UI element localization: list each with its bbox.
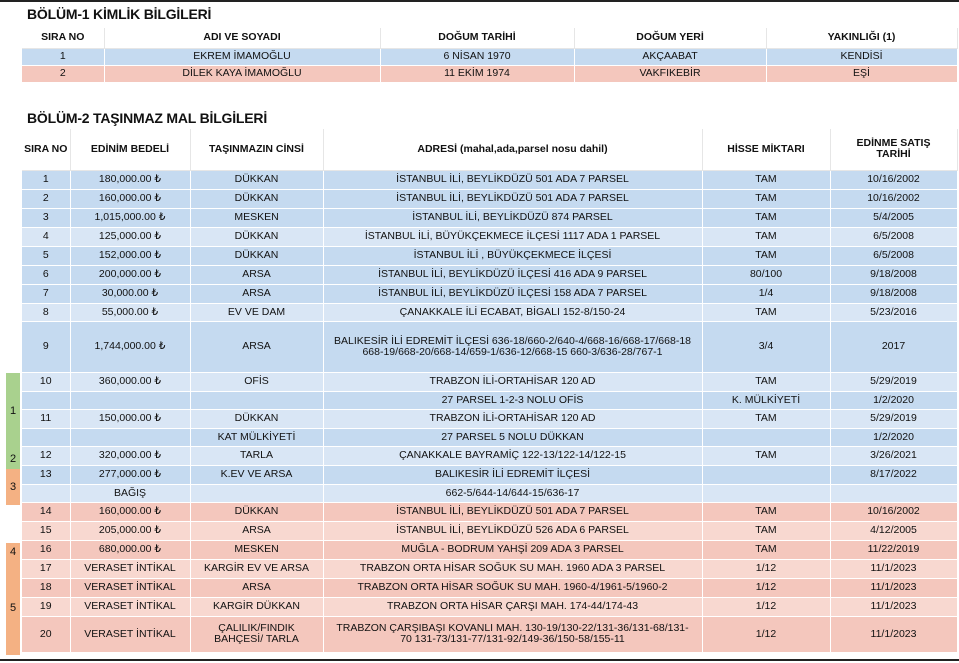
property-row — [22, 465, 957, 484]
property-cell: TAM — [702, 170, 830, 189]
property-cell: 5/29/2019 — [830, 372, 957, 391]
property-cell: 10 — [22, 372, 70, 391]
property-cell: BALIKESİR İLİ EDREMİT İLÇESİ 636-18/660-2/640-4/668-16/668-17/668-18 668-19/668-20/668-14/659-1/636-12/668-15 660-3/636-28/767-1 — [323, 321, 702, 372]
section1-title: BÖLÜM-1 KİMLİK BİLGİLERİ — [27, 6, 212, 22]
property-cell: ÇALILIK/FINDIK BAHÇESİ/ TARLA — [190, 616, 323, 652]
property-cell: DÜKKAN — [190, 227, 323, 246]
property-row — [22, 170, 957, 189]
property-cell: 5/23/2016 — [830, 303, 957, 321]
property-cell: TAM — [702, 208, 830, 227]
property-cell: 20 — [22, 616, 70, 652]
property-cell: 27 PARSEL 5 NOLU DÜKKAN — [323, 428, 702, 446]
property-cell: 205,000.00 ₺ — [70, 521, 190, 540]
property-row — [22, 540, 957, 559]
property-cell: DÜKKAN — [190, 189, 323, 208]
property-cell: VERASET İNTİKAL — [70, 616, 190, 652]
property-row — [22, 265, 957, 284]
property-cell: BALIKESİR İLİ EDREMİT İLÇESİ — [323, 465, 702, 484]
section2-title: BÖLÜM-2 TAŞINMAZ MAL BİLGİLERİ — [27, 110, 268, 126]
property-cell: 8/17/2022 — [830, 465, 957, 484]
property-cell: VERASET İNTİKAL — [70, 578, 190, 597]
property-cell: 8 — [22, 303, 70, 321]
property-cell: 11/22/2019 — [830, 540, 957, 559]
property-cell: 15 — [22, 521, 70, 540]
property-cell: 10/16/2002 — [830, 189, 957, 208]
property-row — [22, 616, 957, 652]
property-cell: MESKEN — [190, 208, 323, 227]
property-cell: TARLA — [190, 446, 323, 465]
property-cell: TRABZON ORTA HİSAR ÇARŞI MAH. 174-44/174-43 — [323, 597, 702, 616]
property-row — [22, 321, 957, 372]
property-cell — [702, 465, 830, 484]
property-cell: ARSA — [190, 265, 323, 284]
property-cell: EV VE DAM — [190, 303, 323, 321]
property-cell — [190, 391, 323, 409]
property-row — [22, 246, 957, 265]
property-cell: TAM — [702, 502, 830, 521]
property-cell — [702, 484, 830, 502]
property-cell: 9/18/2008 — [830, 265, 957, 284]
property-cell — [22, 391, 70, 409]
property-cell: İSTANBUL İLİ, BEYLİKDÜZÜ 501 ADA 7 PARSEL — [323, 170, 702, 189]
property-cell: 150,000.00 ₺ — [70, 409, 190, 428]
identity-header-cell: ADI VE SOYADI — [104, 28, 380, 48]
property-cell: TAM — [702, 303, 830, 321]
property-cell — [22, 484, 70, 502]
identity-table — [22, 28, 958, 83]
property-cell: İSTANBUL İLİ, BEYLİKDÜZÜ 501 ADA 7 PARSEL — [323, 189, 702, 208]
property-cell: 1/12 — [702, 578, 830, 597]
property-cell: KARGİR EV VE ARSA — [190, 559, 323, 578]
property-row — [22, 303, 957, 321]
property-cell: 10/16/2002 — [830, 502, 957, 521]
property-cell: K.EV VE ARSA — [190, 465, 323, 484]
property-cell — [70, 391, 190, 409]
group-marker-5: 5 — [6, 561, 20, 655]
property-cell: 680,000.00 ₺ — [70, 540, 190, 559]
property-cell: İSTANBUL İLİ, BEYLİKDÜZÜ İLÇESİ 416 ADA 9 PARSEL — [323, 265, 702, 284]
identity-header-cell: DOĞUM TARİHİ — [380, 28, 574, 48]
property-cell: ARSA — [190, 284, 323, 303]
property-cell: 4 — [22, 227, 70, 246]
property-cell: 11/1/2023 — [830, 597, 957, 616]
property-cell: 3/4 — [702, 321, 830, 372]
identity-header-cell: DOĞUM YERİ — [574, 28, 766, 48]
property-cell: DÜKKAN — [190, 409, 323, 428]
property-row — [22, 578, 957, 597]
group-marker-2: 2 — [6, 449, 20, 469]
property-cell: 662-5/644-14/644-15/636-17 — [323, 484, 702, 502]
property-header-cell: TAŞINMAZIN CİNSİ — [190, 129, 323, 170]
property-row — [22, 409, 957, 428]
property-cell: 1 — [22, 170, 70, 189]
property-cell: BAĞIŞ — [70, 484, 190, 502]
property-cell: 160,000.00 ₺ — [70, 189, 190, 208]
property-row — [22, 227, 957, 246]
property-cell: İSTANBUL İLİ, BEYLİKDÜZÜ 874 PARSEL — [323, 208, 702, 227]
property-header-cell: EDİNME SATIŞ TARİHİ — [830, 129, 957, 170]
property-header-cell: SIRA NO — [22, 129, 70, 170]
property-cell: 200,000.00 ₺ — [70, 265, 190, 284]
property-cell: 1/12 — [702, 559, 830, 578]
property-cell — [830, 484, 957, 502]
property-cell: 1/12 — [702, 597, 830, 616]
property-cell — [70, 428, 190, 446]
property-cell: MUĞLA - BODRUM YAHŞİ 209 ADA 3 PARSEL — [323, 540, 702, 559]
property-cell: İSTANBUL İLİ , BÜYÜKÇEKMECE İLÇESİ — [323, 246, 702, 265]
property-cell: 55,000.00 ₺ — [70, 303, 190, 321]
property-cell: 125,000.00 ₺ — [70, 227, 190, 246]
top-border — [0, 0, 959, 2]
property-row — [22, 208, 957, 227]
property-cell: 2 — [22, 189, 70, 208]
property-cell — [702, 428, 830, 446]
property-cell: 12 — [22, 446, 70, 465]
identity-cell: DİLEK KAYA İMAMOĞLU — [104, 65, 380, 82]
identity-cell: 2 — [22, 65, 104, 82]
property-cell: 7 — [22, 284, 70, 303]
property-cell: TRABZON ORTA HİSAR SOĞUK SU MAH. 1960 ADA 3 PARSEL — [323, 559, 702, 578]
property-cell: DÜKKAN — [190, 170, 323, 189]
property-cell: 160,000.00 ₺ — [70, 502, 190, 521]
identity-cell: 6 NİSAN 1970 — [380, 48, 574, 65]
property-row — [22, 597, 957, 616]
property-cell: İSTANBUL İLİ, BEYLİKDÜZÜ İLÇESİ 158 ADA 7 PARSEL — [323, 284, 702, 303]
property-cell: 14 — [22, 502, 70, 521]
property-cell: TRABZON ÇARŞIBAŞI KOVANLI MAH. 130-19/130-22/131-36/131-68/131-70 131-73/131-77/131-92/149-36/150-58/155-11 — [323, 616, 702, 652]
property-cell: İSTANBUL İLİ, BEYLİKDÜZÜ 501 ADA 7 PARSEL — [323, 502, 702, 521]
property-cell: 5/4/2005 — [830, 208, 957, 227]
property-header-cell: ADRESİ (mahal,ada,parsel nosu dahil) — [323, 129, 702, 170]
property-cell: 2017 — [830, 321, 957, 372]
identity-header-row — [22, 28, 957, 48]
property-cell: 320,000.00 ₺ — [70, 446, 190, 465]
property-cell: 18 — [22, 578, 70, 597]
property-cell: K. MÜLKİYETİ — [702, 391, 830, 409]
property-row — [22, 391, 957, 409]
property-cell: 1/2/2020 — [830, 391, 957, 409]
property-cell: DÜKKAN — [190, 246, 323, 265]
property-cell: TAM — [702, 189, 830, 208]
property-cell: KAT MÜLKİYETİ — [190, 428, 323, 446]
property-row — [22, 372, 957, 391]
identity-header-cell: SIRA NO — [22, 28, 104, 48]
identity-cell: EKREM İMAMOĞLU — [104, 48, 380, 65]
property-cell: 360,000.00 ₺ — [70, 372, 190, 391]
property-cell: 9 — [22, 321, 70, 372]
property-cell: 11/1/2023 — [830, 578, 957, 597]
property-cell: 3 — [22, 208, 70, 227]
property-row — [22, 428, 957, 446]
property-cell: TAM — [702, 246, 830, 265]
property-cell: TAM — [702, 372, 830, 391]
bottom-border — [0, 659, 959, 661]
identity-row — [22, 48, 957, 65]
property-cell: ARSA — [190, 521, 323, 540]
property-cell: 13 — [22, 465, 70, 484]
property-cell: 1,744,000.00 ₺ — [70, 321, 190, 372]
property-table — [22, 129, 958, 653]
property-cell: VERASET İNTİKAL — [70, 597, 190, 616]
property-header-row — [22, 129, 957, 170]
property-cell: 80/100 — [702, 265, 830, 284]
identity-cell: 1 — [22, 48, 104, 65]
property-cell: 16 — [22, 540, 70, 559]
property-cell: 1/12 — [702, 616, 830, 652]
property-cell: TRABZON İLİ-ORTAHİSAR 120 AD — [323, 372, 702, 391]
property-cell: TAM — [702, 409, 830, 428]
group-marker-1: 1 — [6, 373, 20, 449]
identity-cell: EŞİ — [766, 65, 957, 82]
group-marker-3: 3 — [6, 469, 20, 505]
property-cell: 6/5/2008 — [830, 227, 957, 246]
property-row — [22, 446, 957, 465]
group-marker-4: 4 — [6, 543, 20, 561]
identity-row — [22, 65, 957, 82]
property-cell: VERASET İNTİKAL — [70, 559, 190, 578]
property-row — [22, 502, 957, 521]
property-cell: TRABZON ORTA HİSAR SOĞUK SU MAH. 1960-4/1961-5/1960-2 — [323, 578, 702, 597]
property-cell: 6/5/2008 — [830, 246, 957, 265]
identity-cell: AKÇAABAT — [574, 48, 766, 65]
property-cell: 180,000.00 ₺ — [70, 170, 190, 189]
property-cell: 11 — [22, 409, 70, 428]
property-cell: İSTANBUL İLİ, BÜYÜKÇEKMECE İLÇESİ 1117 ADA 1 PARSEL — [323, 227, 702, 246]
property-cell: TRABZON İLİ-ORTAHİSAR 120 AD — [323, 409, 702, 428]
property-cell: 152,000.00 ₺ — [70, 246, 190, 265]
property-cell: 277,000.00 ₺ — [70, 465, 190, 484]
property-cell: 9/18/2008 — [830, 284, 957, 303]
property-cell: 1/2/2020 — [830, 428, 957, 446]
property-cell: ARSA — [190, 321, 323, 372]
property-cell: TAM — [702, 446, 830, 465]
property-cell: DÜKKAN — [190, 502, 323, 521]
property-cell: 10/16/2002 — [830, 170, 957, 189]
property-row — [22, 521, 957, 540]
identity-cell: KENDİSİ — [766, 48, 957, 65]
property-cell: 17 — [22, 559, 70, 578]
property-cell: TAM — [702, 540, 830, 559]
property-cell: ÇANAKKALE İLİ ECABAT, BİGALI 152-8/150-24 — [323, 303, 702, 321]
property-cell: 11/1/2023 — [830, 616, 957, 652]
property-row — [22, 484, 957, 502]
property-cell: ARSA — [190, 578, 323, 597]
identity-cell: 11 EKİM 1974 — [380, 65, 574, 82]
property-row — [22, 284, 957, 303]
property-cell — [22, 428, 70, 446]
property-cell: 1/4 — [702, 284, 830, 303]
property-cell: TAM — [702, 521, 830, 540]
property-cell: 5 — [22, 246, 70, 265]
property-cell: 11/1/2023 — [830, 559, 957, 578]
property-cell: 27 PARSEL 1-2-3 NOLU OFİS — [323, 391, 702, 409]
property-cell: TAM — [702, 227, 830, 246]
property-cell: 4/12/2005 — [830, 521, 957, 540]
property-cell: 5/29/2019 — [830, 409, 957, 428]
property-cell: 1,015,000.00 ₺ — [70, 208, 190, 227]
property-cell: ÇANAKKALE BAYRAMİÇ 122-13/122-14/122-15 — [323, 446, 702, 465]
property-header-cell: HİSSE MİKTARI — [702, 129, 830, 170]
property-cell: 6 — [22, 265, 70, 284]
property-cell: 19 — [22, 597, 70, 616]
property-cell: 30,000.00 ₺ — [70, 284, 190, 303]
property-header-cell: EDİNİM BEDELİ — [70, 129, 190, 170]
identity-header-cell: YAKINLIĞI (1) — [766, 28, 957, 48]
property-row — [22, 559, 957, 578]
property-cell — [190, 484, 323, 502]
identity-cell: VAKFIKEBİR — [574, 65, 766, 82]
property-cell: OFİS — [190, 372, 323, 391]
property-cell: KARGİR DÜKKAN — [190, 597, 323, 616]
property-row — [22, 189, 957, 208]
property-cell: 3/26/2021 — [830, 446, 957, 465]
property-cell: MESKEN — [190, 540, 323, 559]
property-cell: İSTANBUL İLİ, BEYLİKDÜZÜ 526 ADA 6 PARSEL — [323, 521, 702, 540]
